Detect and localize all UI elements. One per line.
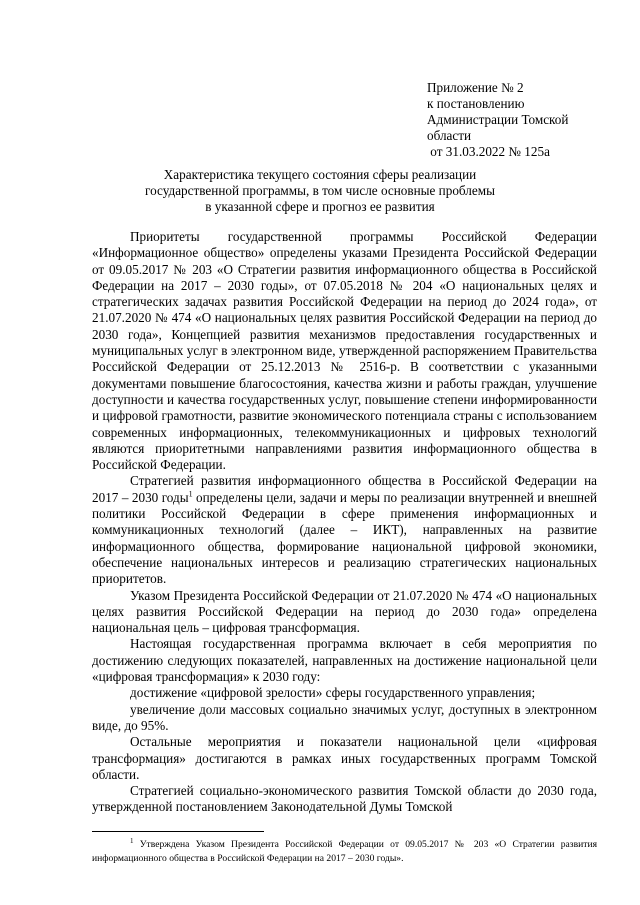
appendix-date-number: от 31.03.2022 № 125а [427, 144, 550, 159]
appendix-header [427, 80, 617, 160]
document-title [92, 167, 548, 216]
strategy-text-before: Стратегией развития информационного общества в Российской Федерации на 2017 – 2030 годы [92, 473, 597, 505]
title-line-2: государственной программы, в том числе основные проблемы [145, 183, 495, 199]
strategy-text-after: определены цели, задачи и меры по реализации внутренней и внешней политики Российской Федерации в сфере применения информационных и коммуникационных технологий (далее – ИКТ), направленных на развитие информационного общества, формирование национальной цифровой экономики, обеспечение национальных интересов и реализацию стратегических национальных приоритетов. [92, 489, 597, 587]
paragraph-decree: Указом Президента Российской Федерации от 21.07.2020 № 474 «О национальных целях развития Российской Федерации на период до 2030 года» определена национальная цель – цифровая трансформация. [92, 587, 597, 636]
paragraph-strategy [92, 473, 597, 587]
title-line-3: в указанной сфере и прогноз ее развития [205, 199, 435, 215]
appendix-number: Приложение № 2 [427, 80, 524, 95]
footnote [92, 838, 597, 865]
title-line-1: Характеристика текущего состояния сферы реализации [163, 167, 477, 182]
paragraph-regional-strategy: Стратегией социально-экономического развития Томской области до 2030 года, утвержденной постановлением Законодательной Думы Томской [92, 783, 597, 815]
footnote-separator [92, 831, 264, 832]
paragraph-program-includes: Настоящая государственная программа включает в себя мероприятия по достижению следующих показателей, направленных на достижение национальной цели «цифровая трансформация» к 2030 году: [92, 636, 597, 685]
footnote-marker: 1 [130, 836, 134, 845]
appendix-authority-cont: области [427, 128, 472, 143]
footnote-text: Утверждена Указом Президента Российской Федерации от 09.05.2017 № 203 «О Стратегии развития информационного общества в Российской Федерации на 2017 – 2030 годы». [92, 839, 597, 864]
list-item-services-share: увеличение доли массовых социально значимых услуг, доступных в электронном виде, до 95%. [92, 701, 597, 733]
paragraph-priorities: Приоритеты государственной программы Российской Федерации «Информационное общество» определены указами Президента Российской Федерации от 09.05.2017 № 203 «О Стратегии развития информационного общества в Российской Федерации на 2017 – 2030 годы», от 07.05.2018 № 204 «О национальных целях и стратегических задачах развития Российской Федерации на период до 2024 года», от 21.07.2020 № 474 «О национальных целях развития Российской Федерации на период до 2030 года», Концепцией развития механизмов предоставления государственных и муниципальных услуг в электронном виде, утвержденной распоряжением Правительства Российской Федерации от 25.12.2013 № 2516-р. В соответствии с указанными документами повышение благосостояния, качества жизни и работы граждан, улучшение доступности и качества государственных услуг, повышение степени информированности и цифровой грамотности, развитие экономического потенциала страны с использованием современных информационных, телекоммуникационных и цифровых технологий являются приоритетными направлениями развития информационного общества в Российской Федерации. [92, 229, 597, 473]
paragraph-other-programs: Остальные мероприятия и показатели национальной цели «цифровая трансформация» достигаются в рамках иных государственных программ Томской области. [92, 734, 597, 782]
appendix-resolution-ref: к постановлению [427, 96, 525, 111]
footnote-reference: 1 [188, 489, 193, 499]
list-item-digital-maturity: достижение «цифровой зрелости» сферы государственного управления; [130, 685, 536, 701]
appendix-authority: Администрации Томской [427, 112, 569, 127]
document-body [92, 229, 597, 816]
